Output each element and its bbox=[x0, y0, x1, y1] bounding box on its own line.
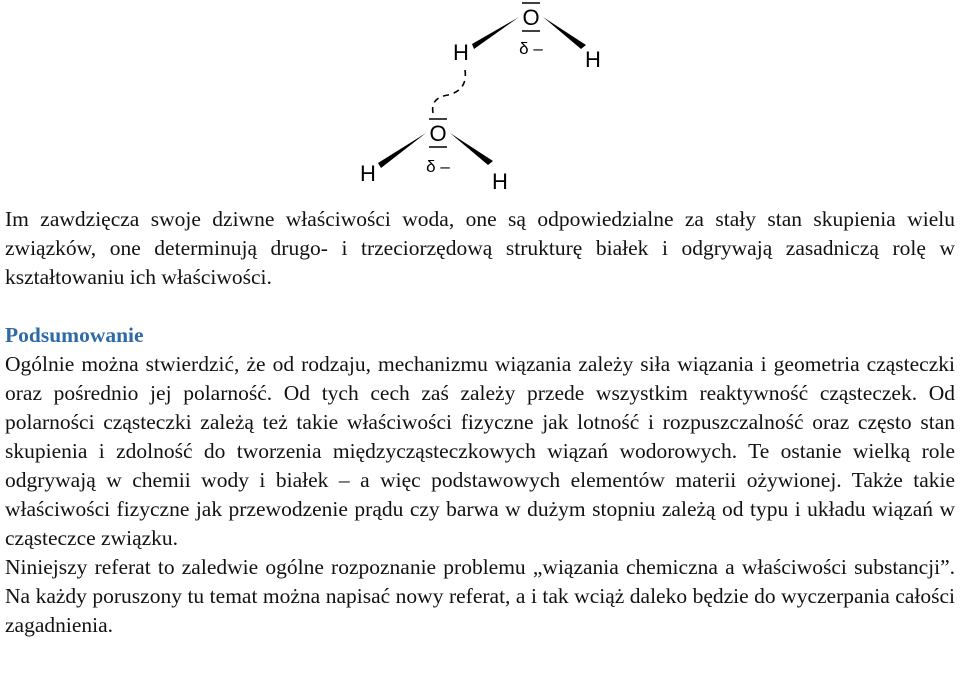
hydrogen-atom-bottom-left: H bbox=[360, 161, 376, 186]
intro-paragraph: Im zawdzięcza swoje dziwne właściwości woda, one są odpowiedzialne za stały stan skupienia wielu związków, one determinują drugo- i trzeciorzędową strukturę białek i odgrywają zasadniczą rolę w kształtowaniu ich właściwości. bbox=[5, 207, 955, 289]
hydrogen-bond-diagram bbox=[0, 0, 960, 200]
partial-charge-bottom: δ – bbox=[426, 157, 450, 176]
closing-paragraph: Niniejszy referat to zaledwie ogólne rozpoznanie problemu „wiązania chemiczna a właściwości substancji”. Na każdy poruszony tu temat można napisać nowy referat, a i tak wciąż daleko będzie do wyczerpania całości zagadnienia. bbox=[5, 555, 955, 637]
summary-paragraph: Ogólnie można stwierdzić, że od rodzaju, mechanizmu wiązania zależy siła wiązania i geometria cząsteczki oraz pośrednio jej polarność. Od tych cech zaś zależy przede wszystkim reaktywność cząsteczek. Od polarności cząsteczki zależą też takie właściwości fizyczne jak lotność i rozpuszczalność oraz często stan skupienia i zdolność do tworzenia międzycząsteczkowych wiązań wodorowych. Te ostanie wielką role odgrywają w chemii wody i białek – a więc podstawowych elementów materii ożywionej. Także takie właściwości fizyczne jak przewodzenie prądu czy barwa w dużym stopniu zależą od typu i układu wiązań w cząsteczce związku. bbox=[5, 352, 955, 550]
water-molecule-bottom bbox=[360, 119, 508, 194]
oxygen-atom-bottom: O bbox=[429, 121, 447, 146]
hydrogen-bond-dashed-line bbox=[433, 70, 466, 117]
wedge-bond-right bbox=[543, 17, 586, 49]
wedge-bond-right bbox=[450, 133, 493, 165]
wedge-bond-left bbox=[472, 17, 519, 49]
summary-heading: Podsumowanie bbox=[5, 323, 144, 347]
partial-charge-top: δ – bbox=[519, 39, 543, 58]
hydrogen-atom-top-left: H bbox=[453, 40, 469, 65]
oxygen-atom-top: O bbox=[522, 5, 540, 30]
summary-section bbox=[5, 321, 955, 640]
hydrogen-atom-top-right: H bbox=[585, 47, 601, 72]
wedge-bond-left bbox=[378, 133, 426, 168]
intro-paragraph-block bbox=[5, 205, 955, 292]
hydrogen-atom-bottom-right: H bbox=[492, 169, 508, 194]
water-molecule-top bbox=[453, 3, 601, 72]
